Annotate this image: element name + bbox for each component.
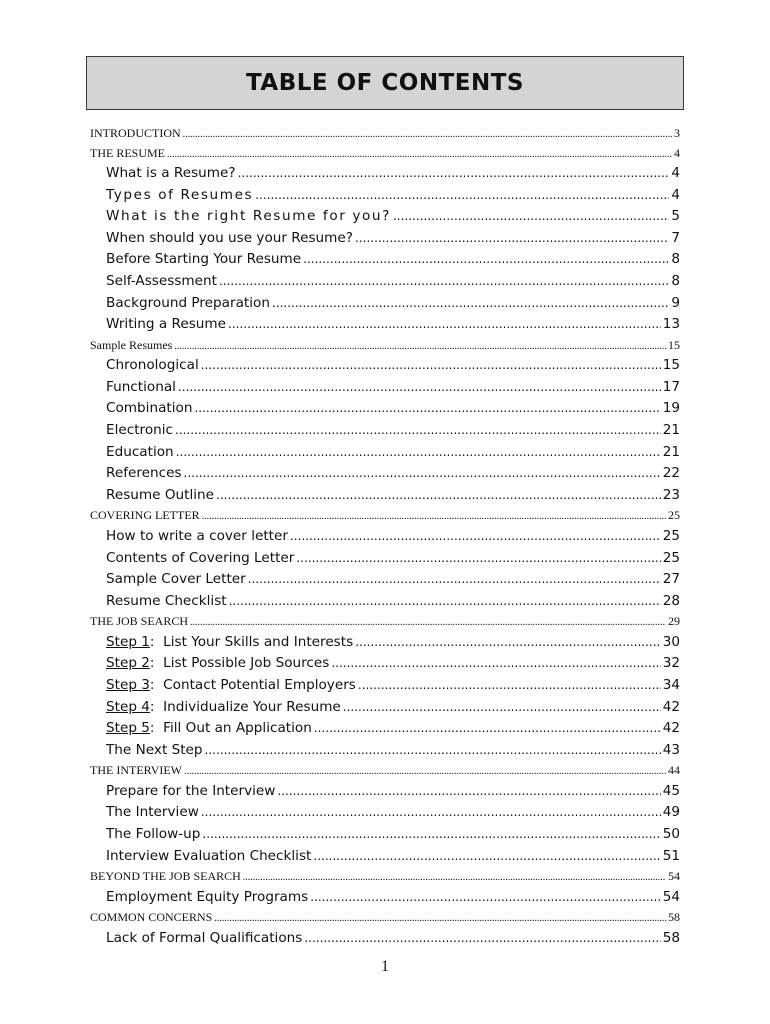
dot-leader (178, 379, 661, 395)
page-ref: 42 (662, 720, 680, 737)
toc-section-entry[interactable] (90, 930, 680, 952)
dot-leader (310, 889, 660, 905)
toc-section-entry[interactable] (90, 742, 680, 764)
chapter-title: Sample Resumes (90, 337, 173, 352)
dot-leader (201, 357, 661, 373)
page-ref: 58 (662, 929, 680, 946)
step-title: List Possible Job Sources (163, 655, 330, 672)
page-ref: 15 (662, 357, 680, 374)
page-ref: 17 (662, 378, 680, 395)
toc-section-entry[interactable] (90, 804, 680, 826)
page-ref: 34 (662, 676, 680, 693)
page-ref: 25 (662, 527, 680, 544)
toc-section-entry[interactable] (90, 165, 680, 187)
section-title: Sample Cover Letter (106, 571, 246, 588)
toc-section-entry[interactable] (90, 465, 680, 487)
dot-leader (343, 699, 661, 715)
toc-section-entry[interactable] (90, 357, 680, 379)
dot-leader (303, 251, 669, 267)
section-title: Step 4: Individualize Your Resume (106, 698, 341, 715)
dot-leader (272, 295, 669, 311)
toc-chapter-entry[interactable] (90, 869, 680, 889)
toc-chapter-entry[interactable] (90, 146, 680, 166)
dot-leader (183, 126, 672, 141)
page-ref: 22 (662, 465, 680, 482)
dot-leader (304, 930, 660, 946)
toc-section-entry[interactable] (90, 444, 680, 466)
dot-leader (194, 400, 660, 416)
toc-section-entry[interactable] (90, 295, 680, 317)
page-ref: 32 (662, 655, 680, 672)
dot-leader (205, 742, 661, 758)
dot-leader (214, 910, 666, 925)
toc-section-entry[interactable] (90, 422, 680, 444)
section-title: Lack of Formal Qualifications (106, 929, 303, 946)
dot-leader (184, 465, 661, 481)
toc-section-entry[interactable] (90, 379, 680, 401)
page-ref: 50 (662, 826, 680, 843)
section-title: Step 5: Fill Out an Application (106, 720, 312, 737)
page-ref: 4 (671, 165, 680, 181)
toc-chapter-entry[interactable] (90, 508, 680, 528)
dot-leader (238, 165, 670, 181)
toc-list (90, 126, 680, 951)
section-title: Combination (106, 400, 193, 417)
page-number: 1 (381, 958, 389, 975)
section-title: The Next Step (106, 741, 203, 758)
section-title: Resume Checklist (106, 592, 227, 609)
page-ref: 13 (662, 316, 680, 333)
page-ref: 4 (674, 145, 680, 160)
section-title: The Follow-up (106, 826, 201, 843)
toc-section-entry[interactable] (90, 655, 680, 677)
dot-leader (393, 208, 669, 224)
section-title: Step 3: Contact Potential Employers (106, 676, 356, 693)
page-ref: 29 (668, 614, 680, 629)
page-ref: 51 (662, 847, 680, 864)
step-label: Step 1 (106, 633, 150, 650)
toc-section-entry[interactable] (90, 699, 680, 721)
toc-section-entry[interactable] (90, 783, 680, 805)
step-label: Step 4 (106, 698, 150, 715)
toc-title: TABLE OF CONTENTS (246, 70, 524, 96)
section-title: What is a Resume? (106, 165, 236, 181)
page-ref: 23 (662, 486, 680, 503)
toc-section-entry[interactable] (90, 571, 680, 593)
section-title: Prepare for the Interview (106, 782, 276, 799)
page-ref: 19 (662, 400, 680, 417)
step-label: Step 2 (106, 655, 150, 672)
toc-section-entry[interactable] (90, 208, 680, 230)
chapter-title: BEYOND THE JOB SEARCH (90, 869, 241, 884)
section-title: Functional (106, 378, 176, 395)
page-ref: 27 (662, 571, 680, 588)
dot-leader (174, 338, 666, 353)
toc-chapter-entry[interactable] (90, 614, 680, 634)
section-title: Electronic (106, 422, 174, 439)
page-ref: 21 (662, 443, 680, 460)
toc-section-entry[interactable] (90, 593, 680, 615)
dot-leader (190, 614, 666, 629)
dot-leader (219, 273, 669, 289)
dot-leader (358, 677, 661, 693)
dot-leader (229, 593, 661, 609)
page-ref: 28 (662, 592, 680, 609)
chapter-title: THE INTERVIEW (90, 763, 183, 778)
dot-leader (331, 655, 660, 671)
page-ref: 30 (662, 633, 680, 650)
toc-section-entry[interactable] (90, 848, 680, 870)
toc-section-entry[interactable] (90, 251, 680, 273)
section-title: How to write a cover letter (106, 527, 288, 544)
toc-section-entry[interactable] (90, 889, 680, 911)
dot-leader (314, 720, 661, 736)
step-label: Step 5 (106, 720, 150, 737)
section-title: References (106, 465, 182, 482)
toc-section-entry[interactable] (90, 528, 680, 550)
section-title: When should you use your Resume? (106, 229, 353, 246)
dot-leader (184, 763, 666, 778)
dot-leader (355, 634, 661, 650)
chapter-title: COMMON CONCERNS (90, 910, 213, 925)
section-title: Resume Outline (106, 486, 214, 503)
dot-leader (175, 422, 661, 438)
dot-leader (277, 783, 660, 799)
page-ref: 54 (662, 888, 680, 905)
section-title: Chronological (106, 357, 199, 374)
section-title: Contents of Covering Letter (106, 549, 295, 566)
section-title: Self-Assessment (106, 272, 217, 289)
step-title: Individualize Your Resume (163, 698, 341, 715)
chapter-title: INTRODUCTION (90, 126, 181, 140)
dot-leader (313, 848, 660, 864)
toc-section-entry[interactable] (90, 487, 680, 509)
page-ref: 49 (662, 804, 680, 821)
page-ref: 54 (668, 869, 680, 884)
toc-section-entry[interactable] (90, 230, 680, 252)
dot-leader (202, 826, 660, 842)
page-ref: 25 (668, 508, 680, 523)
page-ref: 25 (662, 549, 680, 566)
section-title: Education (106, 443, 174, 460)
toc-title-box (86, 56, 684, 110)
page-ref: 8 (671, 272, 680, 289)
page-ref: 7 (671, 229, 680, 246)
dot-leader (216, 487, 661, 503)
toc-section-entry[interactable] (90, 677, 680, 699)
dot-leader (201, 804, 661, 820)
step-title: List Your Skills and Interests (163, 633, 354, 650)
page-ref: 44 (668, 763, 680, 778)
step-title: Fill Out an Application (163, 720, 312, 737)
section-title: What is the right Resume for you? (106, 208, 391, 225)
section-title: Types of Resumes (106, 186, 254, 203)
toc-section-entry[interactable] (90, 400, 680, 422)
dot-leader (228, 316, 661, 332)
section-title: Before Starting Your Resume (106, 251, 302, 268)
page-ref: 4 (671, 186, 680, 203)
dot-leader (296, 550, 660, 566)
toc-chapter-entry[interactable] (90, 338, 680, 358)
section-title: Employment Equity Programs (106, 888, 309, 905)
toc-section-entry[interactable] (90, 273, 680, 295)
toc-chapter-entry[interactable] (90, 763, 680, 783)
page-ref: 15 (668, 337, 680, 352)
chapter-title: THE JOB SEARCH (90, 614, 189, 629)
toc-section-entry[interactable] (90, 826, 680, 848)
section-title: Background Preparation (106, 294, 270, 311)
chapter-title: COVERING LETTER (90, 508, 200, 523)
dot-leader (290, 528, 661, 544)
toc-section-entry[interactable] (90, 187, 680, 209)
toc-chapter-entry[interactable] (90, 910, 680, 930)
page-ref: 21 (662, 422, 680, 439)
toc-section-entry[interactable] (90, 316, 680, 338)
step-label: Step 3 (106, 676, 150, 693)
dot-leader (202, 508, 666, 523)
section-title: Interview Evaluation Checklist (106, 847, 312, 864)
section-title: Step 1: List Your Skills and Interests (106, 633, 354, 650)
page-ref: 3 (674, 126, 680, 140)
dot-leader (167, 146, 672, 161)
section-title: Step 2: List Possible Job Sources (106, 655, 330, 672)
page-ref: 58 (668, 910, 680, 925)
page-ref: 8 (671, 251, 680, 268)
dot-leader (255, 187, 669, 203)
dot-leader (176, 444, 661, 460)
section-title: Writing a Resume (106, 316, 227, 333)
page-ref: 5 (671, 208, 680, 225)
toc-section-entry[interactable] (90, 550, 680, 572)
dot-leader (248, 571, 661, 587)
section-title: The Interview (106, 804, 199, 821)
page-ref: 45 (662, 782, 680, 799)
dot-leader (355, 230, 669, 246)
step-title: Contact Potential Employers (163, 676, 356, 693)
page-ref: 9 (671, 294, 680, 311)
page-ref: 43 (662, 741, 680, 758)
chapter-title: THE RESUME (90, 145, 165, 160)
dot-leader (243, 869, 666, 884)
toc-section-entry[interactable] (90, 720, 680, 742)
toc-section-entry[interactable] (90, 634, 680, 656)
page-ref: 42 (662, 698, 680, 715)
toc-chapter-entry[interactable] (90, 126, 680, 146)
